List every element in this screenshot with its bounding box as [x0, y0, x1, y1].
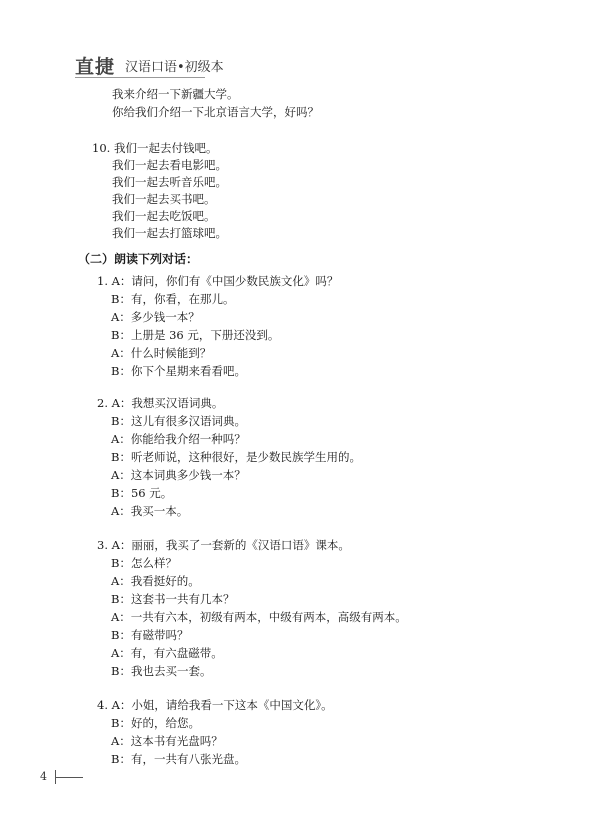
dialogue-4-line: B：有，一共有八张光盘。 — [111, 752, 246, 766]
text-line: 我们一起去听音乐吧。 — [112, 175, 227, 189]
page-number: 4 — [40, 770, 47, 783]
dialogue-2-line: 2. A：我想买汉语词典。 — [97, 396, 224, 410]
dialogue-1-line: B：有，你看，在那儿。 — [111, 292, 235, 306]
dialogue-2-line: A：你能给我介绍一种吗？ — [111, 432, 246, 446]
text-line: 我来介绍一下新疆大学。 — [112, 87, 239, 101]
dialogue-1-line: A：什么时候能到？ — [111, 346, 212, 360]
text-line: 我们一起去买书吧。 — [112, 192, 216, 206]
exercise-item-10: 10. 我们一起去付钱吧。 — [92, 141, 218, 155]
dialogue-2-line: B：56 元。 — [111, 486, 173, 500]
dialogue-3-line: B：这套书一共有几本？ — [111, 592, 235, 606]
text-line: 你给我们介绍一下北京语言大学，好吗？ — [112, 105, 319, 119]
dialogue-3-line: A：我看挺好的。 — [111, 574, 200, 588]
dialogue-3-line: 3. A：丽丽，我买了一套新的《汉语口语》课本。 — [97, 538, 350, 552]
dialogue-1-line: B：你下个星期来看看吧。 — [111, 364, 246, 378]
dialogue-3-line: A：有，有六盘磁带。 — [111, 646, 223, 660]
dialogue-3-line: B：我也去买一套。 — [111, 664, 212, 678]
text-line: 我们一起去看电影吧。 — [112, 158, 227, 172]
dialogue-2-line: B：这儿有很多汉语词典。 — [111, 414, 246, 428]
dialogue-2-line: A：我买一本。 — [111, 504, 189, 518]
dialogue-2-line: B：听老师说，这种很好，是少数民族学生用的。 — [111, 450, 361, 464]
brand-logo: 直捷 — [75, 56, 116, 78]
dialogue-1-line: 1. A：请问，你们有《中国少数民族文化》吗？ — [97, 274, 339, 288]
dialogue-1-line: A：多少钱一本？ — [111, 310, 200, 324]
dialogue-3-line: B：怎么样？ — [111, 556, 177, 570]
header-rule — [75, 77, 205, 78]
dialogue-1-line: B：上册是 36 元，下册还没到。 — [111, 328, 280, 342]
section-title: （二）朗读下列对话： — [78, 252, 199, 266]
dialogue-2-line: A：这本词典多少钱一本？ — [111, 468, 246, 482]
footer-rule — [55, 777, 83, 778]
dialogue-4-line: A：这本书有光盘吗？ — [111, 734, 223, 748]
dialogue-3-line: B：有磁带吗？ — [111, 628, 189, 642]
dialogue-3-line: A：一共有六本，初级有两本，中级有两本，高级有两本。 — [111, 610, 407, 624]
text-line: 我们一起去吃饭吧。 — [112, 209, 216, 223]
book-title: 汉语口语•初级本 — [125, 60, 224, 75]
dialogue-4-line: B：好的，给您。 — [111, 716, 200, 730]
text-line: 我们一起去打篮球吧。 — [112, 226, 227, 240]
dialogue-4-line: 4. A：小姐，请给我看一下这本《中国文化》。 — [97, 698, 333, 712]
